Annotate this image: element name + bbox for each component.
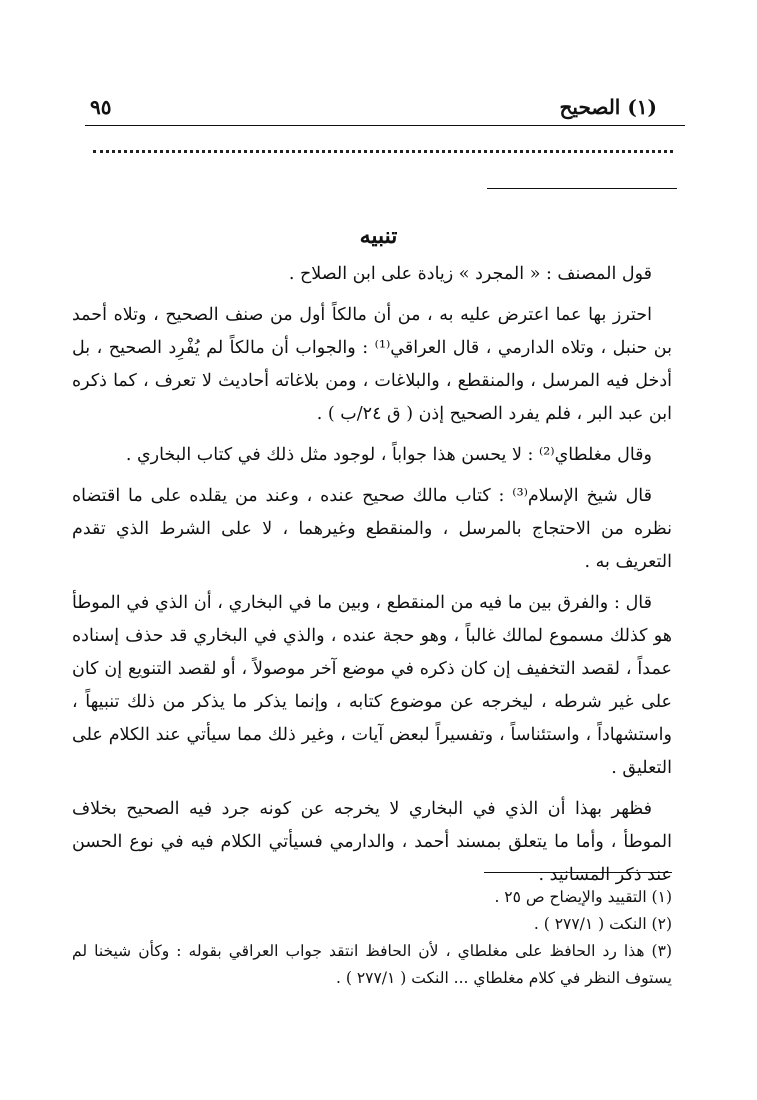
footnotes [72,884,672,992]
paragraph: فظهر بهذا أن الذي في البخاري لا يخرجه عن كونه جرد فيه الصحيح بخلاف الموطأ ، وأما ما يتعلق بمسند أحمد ، والدارمي فسيأتي الكلام فيه في نوع الحسن عند ذكر المسانيد . [72,799,672,885]
paragraph: قال شيخ الإسلام⁽³⁾ : كتاب مالك صحيح عنده ، وعند من يقلده على ما اقتضاه نظره من الاحتجاج بالمرسل ، والمنقطع وغيرهما ، لا على الشرط الذي تقدم التعريف به . [72,486,672,572]
footnote: (٢) النكت ( ٢٧٧/١ ) . [533,915,672,933]
section-heading: تنبيه [359,223,398,249]
footnote: (٣) هذا رد الحافظ على مغلطاي ، لأن الحافظ انتقد جواب العراقي بقوله : وكأن شيخنا لم يستوف النظر في كلام مغلطاي ... النكت ( ٢٧٧/١ ) . [72,942,672,987]
dotted-separator [93,150,673,153]
paragraph: قال : والفرق بين ما فيه من المنقطع ، وبين ما في البخاري ، أن الذي في الموطأ هو كذلك مسموع لمالك غالباً ، وهو حجة عنده ، والذي في البخاري قد حذف إسناده عمداً ، لقصد التخفيف إن كان ذكره في موضع آخر موصولاً ، أو لقصد التنويع إن كان على غير شرطه ، ليخرجه عن موضوع كتابه ، وإنما يذكر ما يذكر من ذلك تنبيهاً ، واستشهاداً ، واستئناساً ، وتفسيراً لبعض آيات ، وغير ذلك مما سيأتي عند الكلام على التعليق . [72,593,672,778]
running-header-title: (١) الصحيح [559,95,657,119]
paragraph: احترز بها عما اعترض عليه به ، من أن مالكاً أول من صنف الصحيح ، وتلاه أحمد بن حنبل ، وتلاه الدارمي ، قال العراقي⁽¹⁾ : والجواب أن مالكاً لم يُفْرِد الصحيح ، بل أدخل فيه المرسل ، والمنقطع ، والبلاغات ، ومن بلاغاته أحاديث لا تعرف ، كما ذكره ابن عبد البر ، فلم يفرد الصحيح إذن ( ق ٢٤/ب ) . [72,305,672,424]
body-text [72,258,672,900]
footnote-rule [484,872,672,873]
paragraph: قول المصنف : « المجرد » زيادة على ابن الصلاح . [288,264,652,284]
paragraph: وقال مغلطاي⁽²⁾ : لا يحسن هذا جواباً ، لوجود مثل ذلك في كتاب البخاري . [125,445,652,465]
section-divider [487,188,677,189]
header-rule [85,125,685,126]
page-number: ٩٥ [90,95,112,119]
footnote: (١) التقييد والإيضاح ص ٢٥ . [494,888,672,906]
